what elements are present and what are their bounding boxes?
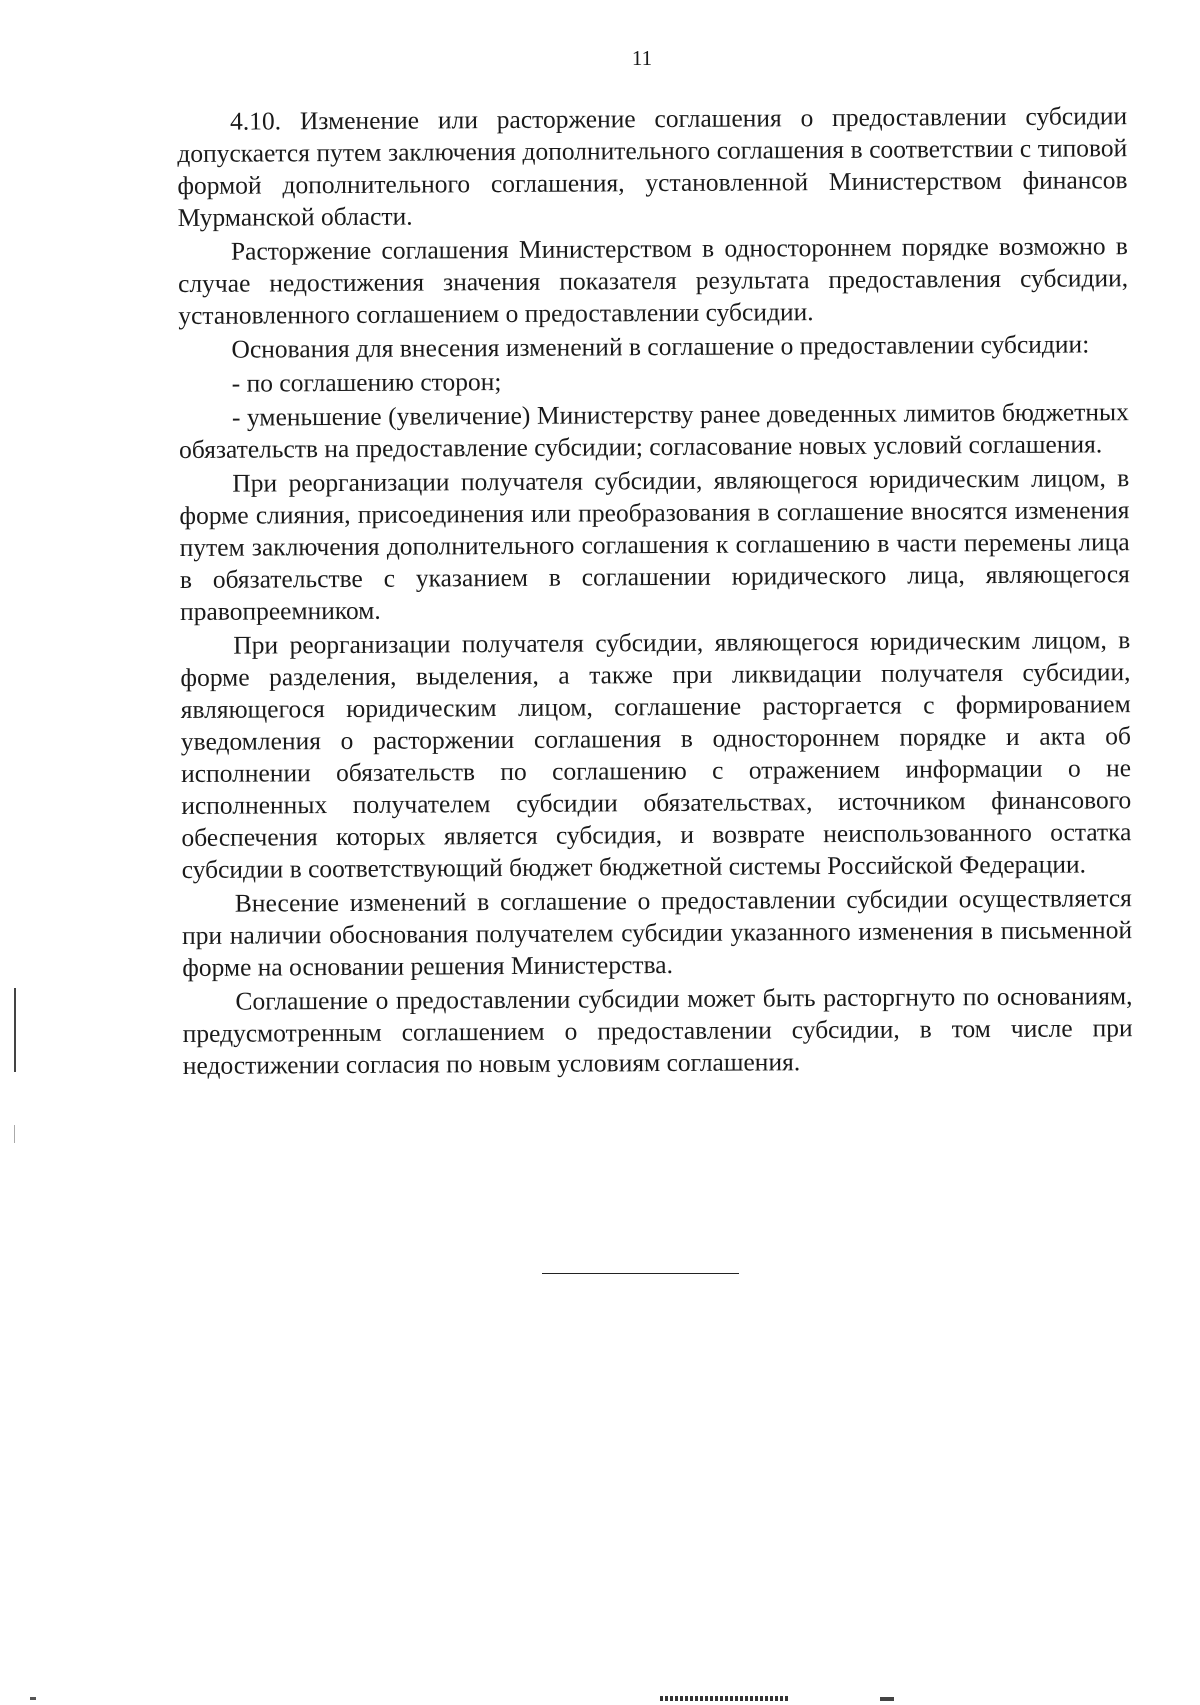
scan-artifact-line xyxy=(14,1125,15,1143)
scan-artifact-mark xyxy=(30,1697,36,1700)
document-body xyxy=(177,100,1133,1084)
scan-artifact-bottom xyxy=(0,1695,1200,1705)
paragraph-reorganization-merger: При реорганизации получателя субсидии, являющегося юридическим лицом, в форме слияния, присоединения или преобразования в соглашение вносятся изменения путем заключения дополнительного соглашения к соглашению в части перемены лица в обязательстве с указанием в соглашении юридического лица, являющегося правопреемником. xyxy=(179,463,1130,626)
paragraph-dissolution: Соглашение о предоставлении субсидии может быть расторгнуто по основаниям, предусмотренным соглашением о предоставлении субсидии, в том числе при недостижении согласия по новым условиям соглашения. xyxy=(182,981,1133,1080)
paragraph-reorganization-division: При реорганизации получателя субсидии, являющегося юридическим лицом, в форме разделения, выделения, а также при ликвидации получателя субсидии, являющегося юридическим лицом, соглашение расторгается с формированием уведомления о расторжении соглашения в одностороннем порядке и акта об исполнении обязательств по соглашению с отражением информации о не исполненных получателем субсидии обязательствах, источником финансового обеспечения которых является субсидия, и возврате неиспользованного остатка субсидии в соответствующий бюджет бюджетной системы Российской Федерации. xyxy=(180,625,1132,884)
end-divider xyxy=(542,1273,739,1274)
paragraph-termination: Расторжение соглашения Министерством в одностороннем порядке возможно в случае недостижения значения показателя результата предоставления субсидии, установленного соглашением о предоставлении субсидии. xyxy=(177,231,1129,330)
paragraph-grounds-intro: Основания для внесения изменений в соглашение о предоставлении субсидии: xyxy=(231,329,1090,364)
page-number: 11 xyxy=(631,46,653,70)
list-item-limits: - уменьшение (увеличение) Министерству ранее доведенных лимитов бюджетных обязательств на предоставление субсидии; согласование новых условий соглашения. xyxy=(179,397,1129,464)
list-item-agreement: - по соглашению сторон; xyxy=(231,367,502,398)
paragraph-amendments: Внесение изменений в соглашение о предоставлении субсидии осуществляется при наличии обоснования получателем субсидии указанного изменения в письменной форме на основании решения Министерства. xyxy=(181,883,1133,982)
scan-artifact-line xyxy=(14,988,16,1072)
scan-artifact-mark xyxy=(660,1696,790,1701)
paragraph-4-10: 4.10. Изменение или расторжение соглашения о предоставлении субсидии допускается путем заключения дополнительного соглашения в соответствии с типовой формой дополнительного соглашения, установленной Министерством финансов Мурманской области. xyxy=(177,101,1128,232)
scan-artifact-mark xyxy=(880,1697,894,1701)
